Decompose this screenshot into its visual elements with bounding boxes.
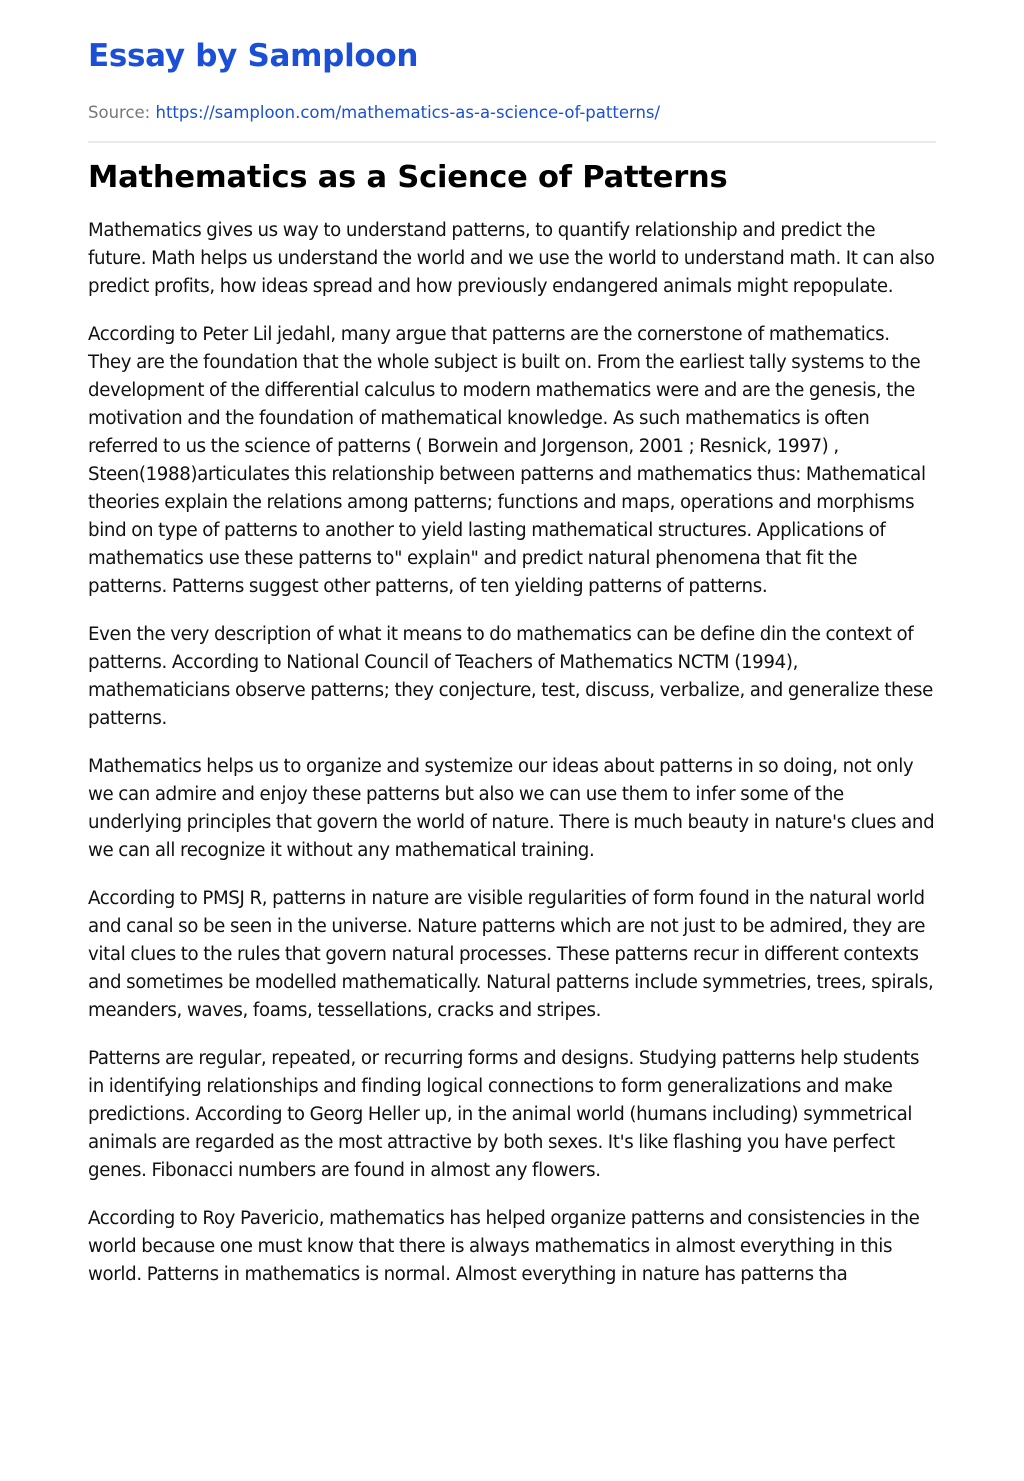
essay-body	[88, 217, 936, 1289]
essay-paragraph: According to Roy Pavericio, mathematics has helped organize patterns and consistencies in the world because one must know that there is always mathematics in almost everything in this world. Patterns in mathematics is normal. Almost everything in nature has patterns tha	[88, 1208, 920, 1285]
essay-title: Mathematics as a Science of Patterns	[88, 160, 728, 195]
essay-paragraph: According to PMSJ R, patterns in nature are visible regularities of form found in the natural world and canal so be seen in the universe. Nature patterns which are not just to be admired, they are vital clues to the rules that govern natural processes. These patterns recur in different contexts and sometimes be modelled mathematically. Natural patterns include symmetries, trees, spirals, meanders, waves, foams, tessellations, cracks and stripes.	[88, 888, 934, 1021]
source-line	[88, 102, 936, 124]
essay-paragraph: Mathematics helps us to organize and systemize our ideas about patterns in so doing, not only we can admire and enjoy these patterns but also we can use them to infer some of the underlying principles that govern the world of nature. There is much beauty in nature's clues and we can all recognize it without any mathematical training.	[88, 756, 935, 861]
header-divider	[88, 141, 936, 143]
essay-paragraph: Mathematics gives us way to understand patterns, to quantify relationship and predict the future. Math helps us understand the world and we use the world to understand math. It can also predict profits, how ideas spread and how previously endangered animals might repopulate.	[88, 220, 935, 297]
essay-page	[88, 0, 936, 1289]
essay-paragraph: According to Peter Lil jedahl, many argue that patterns are the cornerstone of mathematics. They are the foundation that the whole subject is built on. From the earliest tally systems to the development of the differential calculus to modern mathematics were and are the genesis, the motivation and the foundation of mathematical knowledge. As such mathematics is often referred to us the science of patterns ( Borwein and Jorgenson, 2001 ; Resnick, 1997) , Steen(1988)articulates this relationship between patterns and mathematics thus: Mathematical theories explain the relations among patterns; functions and maps, operations and morphisms bind on type of patterns to another to yield lasting mathematical structures. Applications of mathematics use these patterns to" explain" and predict natural phenomena that fit the patterns. Patterns suggest other patterns, of ten yielding patterns of patterns.	[88, 324, 926, 597]
site-title: Essay by Samploon	[88, 38, 419, 74]
source-link[interactable]: https://samploon.com/mathematics-as-a-science-of-patterns/	[155, 103, 661, 122]
essay-paragraph: Even the very description of what it means to do mathematics can be define din the context of patterns. According to National Council of Teachers of Mathematics NCTM (1994), mathematicians observe patterns; they conjecture, test, discuss, verbalize, and generalize these patterns.	[88, 624, 934, 729]
essay-paragraph: Patterns are regular, repeated, or recurring forms and designs. Studying patterns help students in identifying relationships and finding logical connections to form generalizations and make predictions. According to Georg Heller up, in the animal world (humans including) symmetrical animals are regarded as the most attractive by both sexes. It's like flashing you have perfect genes. Fibonacci numbers are found in almost any flowers.	[88, 1048, 920, 1181]
source-label: Source:	[88, 103, 151, 122]
